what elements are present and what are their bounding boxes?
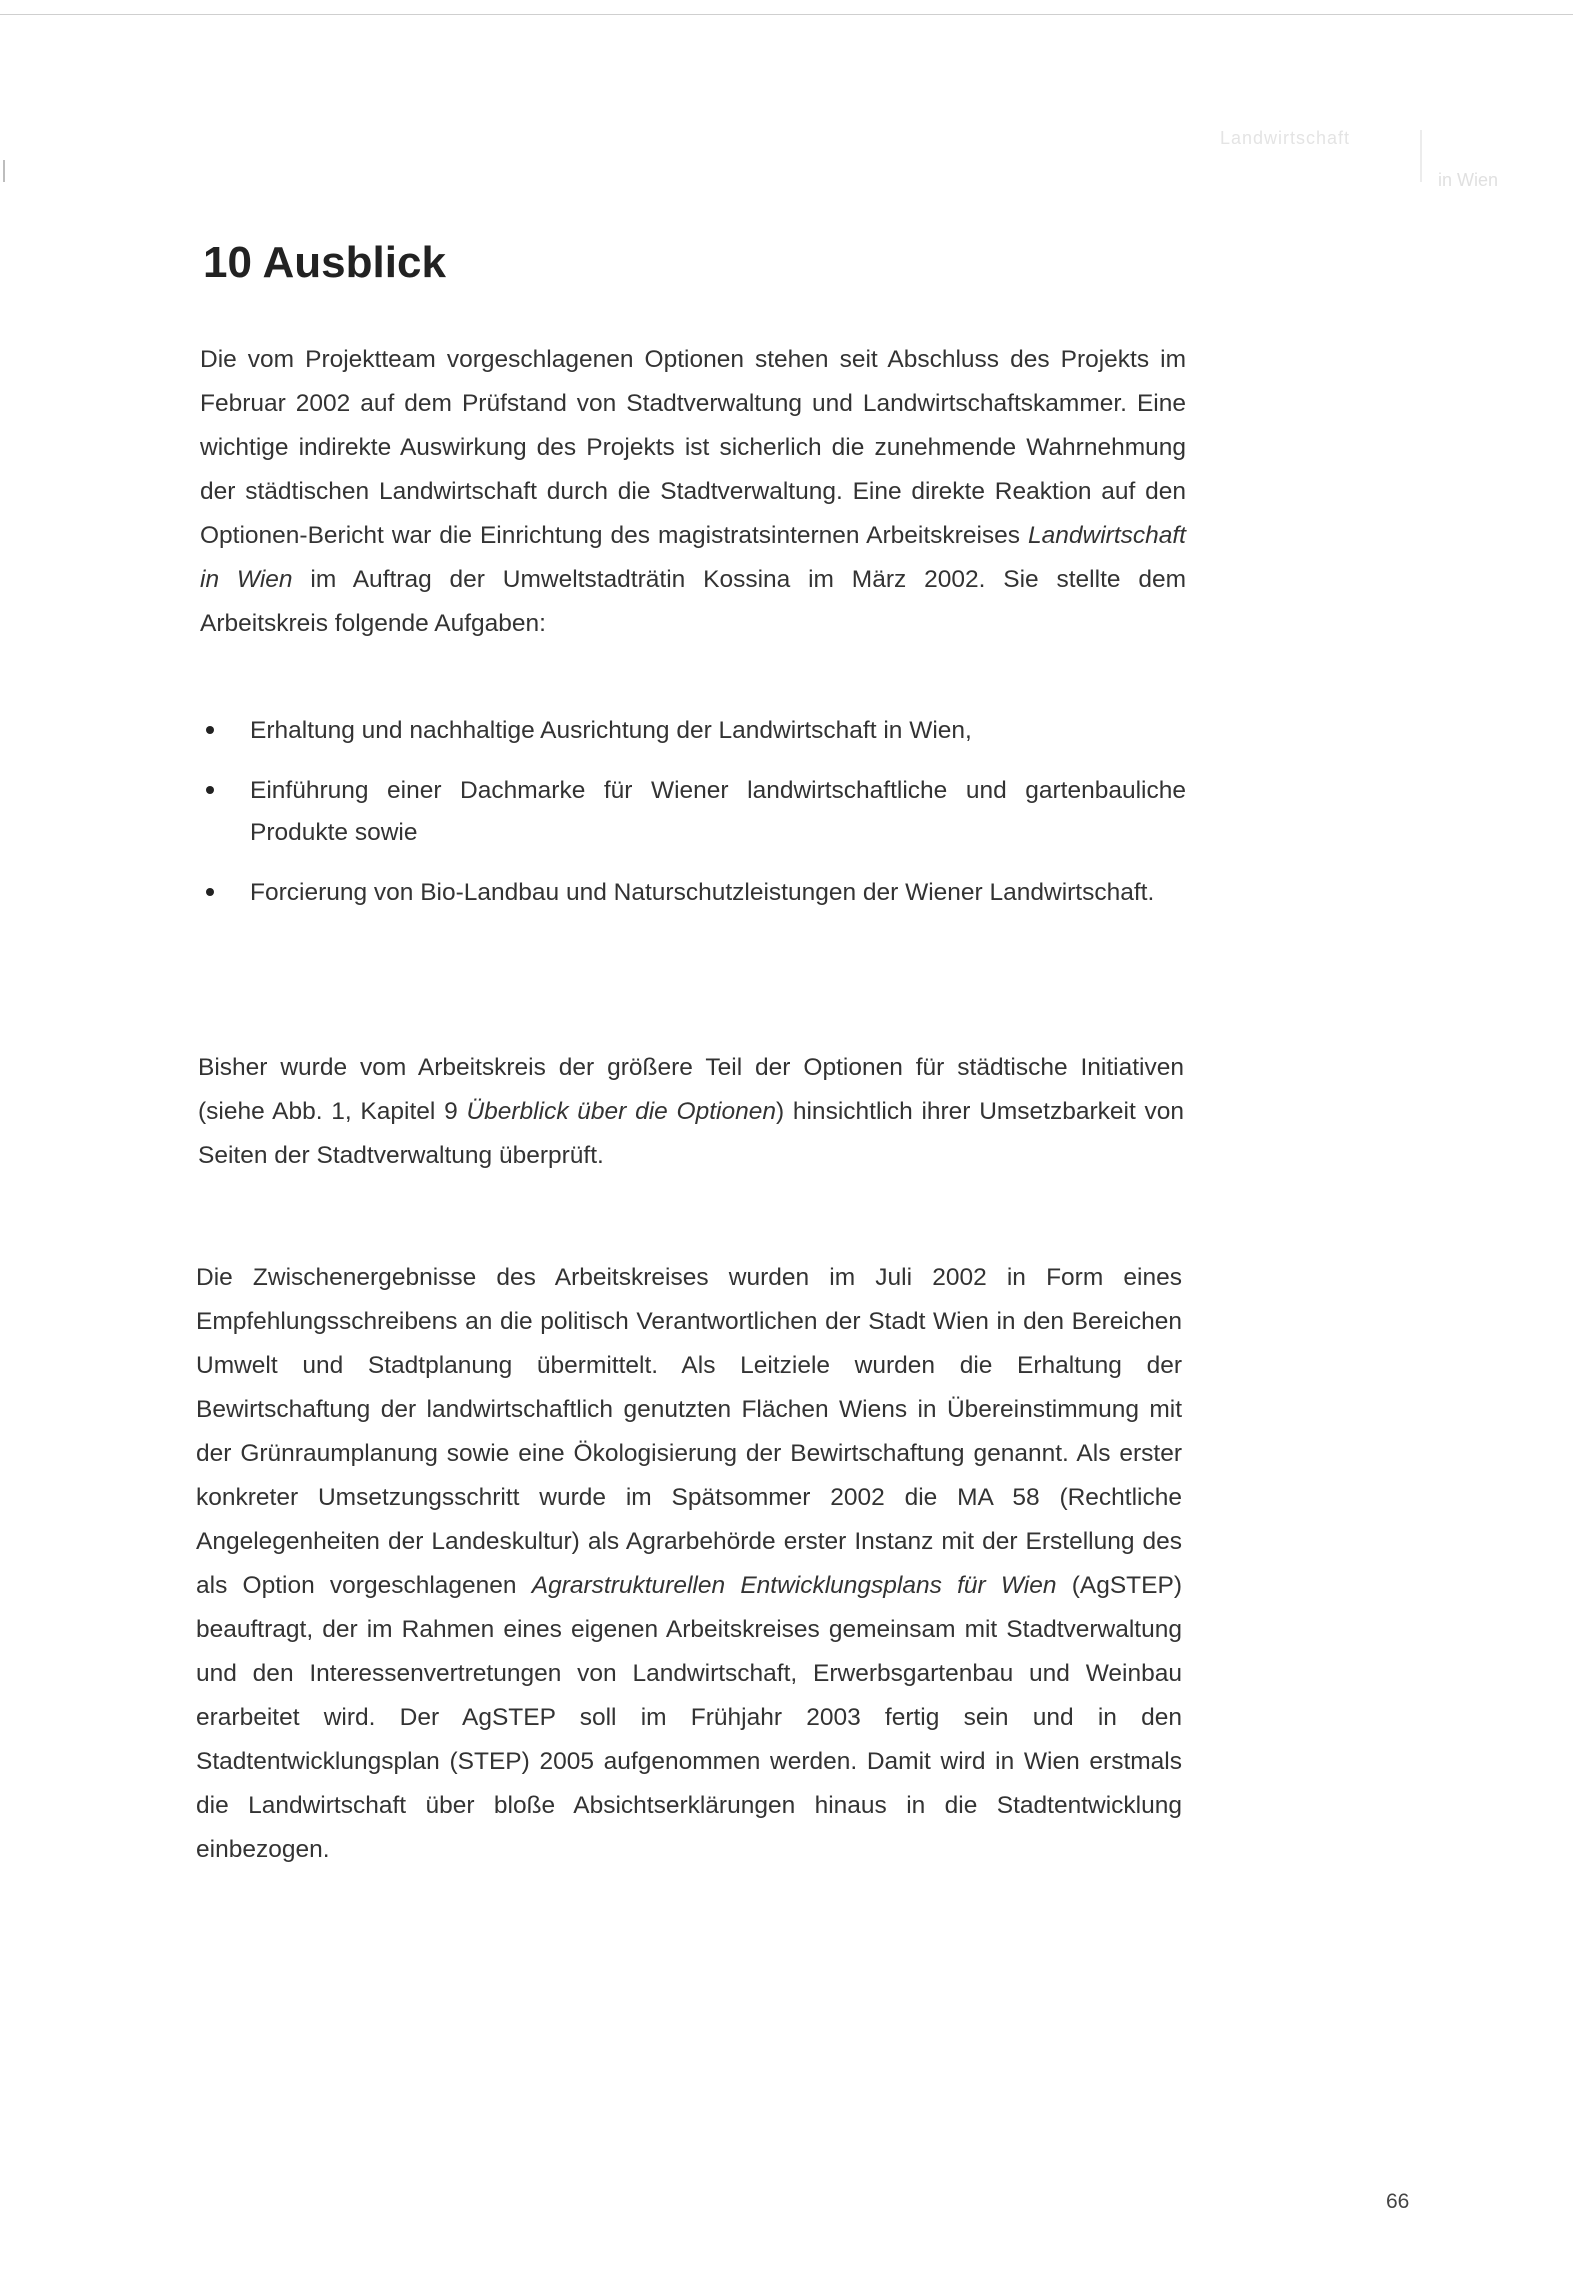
task-list: [200, 710, 1186, 932]
bullet-dot-icon: [206, 888, 214, 896]
chapter-heading: 10 Ausblick: [203, 238, 446, 287]
paragraph-review: [198, 1046, 1184, 1178]
running-header-divider: [1420, 130, 1422, 182]
paragraph-review-text-2: ) hinsichtlich ihrer Umsetzbarkeit von Seiten der Stadtverwaltung überprüft.: [198, 1098, 1185, 1169]
paragraph-intro-italic: Landwirtschaft in Wien: [200, 522, 1186, 593]
paragraph-results: [196, 1256, 1182, 1872]
task-list-item: [200, 710, 1186, 752]
task-list-item-text: Forcierung von Bio-Landbau und Naturschutzleistungen der Wiener Landwirtschaft.: [250, 879, 1155, 906]
bullet-dot-icon: [206, 726, 214, 734]
paragraph-review-text-1: Bisher wurde vom Arbeitskreis der größere Teil der Optionen für städtische Initiativen (siehe Abb. 1, Kapitel 9: [198, 1054, 1184, 1125]
scan-edge-mark: [3, 160, 5, 182]
task-list-item: [200, 872, 1186, 914]
paragraph-results-italic: Agrarstrukturellen Entwicklungsplans für Wien: [531, 1572, 1057, 1599]
running-header-top: Landwirtschaft: [1220, 128, 1351, 148]
paragraph-review-italic: Überblick über die Optionen: [466, 1098, 776, 1125]
task-list-item-text: Erhaltung und nachhaltige Ausrichtung der Landwirtschaft in Wien,: [250, 717, 972, 744]
paragraph-results-text-1: Die Zwischenergebnisse des Arbeitskreises wurden im Juli 2002 in Form eines Empfehlungsschreibens an die politisch Verantwortlichen der Stadt Wien in den Bereichen Umwelt und Stadtplanung übermittelt. Als Leitziele wurden die Erhaltung der Bewirtschaftung der landwirtschaftlich genutzten Flächen Wiens in Übereinstimmung mit der Grünraumplanung sowie eine Ökologisierung der Bewirtschaftung genannt. Als erster konkreter Umsetzungsschritt wurde im Spätsommer 2002 die MA 58 (Rechtliche Angelegenheiten der Landeskultur) als Agrarbehörde erster Instanz mit der Erstellung des als Option vorgeschlagenen: [196, 1264, 1182, 1599]
task-list-item: [200, 770, 1186, 854]
running-header-bottom: in Wien: [1438, 170, 1499, 190]
task-list-item-text: Einführung einer Dachmarke für Wiener landwirtschaftliche und gartenbauliche Produkte sowie: [250, 777, 1186, 846]
paragraph-intro-text-1: Die vom Projektteam vorgeschlagenen Optionen stehen seit Abschluss des Projekts im Februar 2002 auf dem Prüfstand von Stadtverwaltung und Landwirtschaftskammer. Eine wichtige indirekte Auswirkung des Projekts ist sicherlich die zunehmende Wahrnehmung der städtischen Landwirtschaft durch die Stadtverwaltung. Eine direkte Reaktion auf den Optionen-Bericht war die Einrichtung des magistratsinternen Arbeitskreises: [200, 346, 1186, 549]
page-number: 66: [1386, 2190, 1410, 2213]
paragraph-intro: [200, 338, 1186, 646]
paragraph-intro-text-2: im Auftrag der Umweltstadträtin Kossina im März 2002. Sie stellte dem Arbeitskreis folgende Aufgaben:: [200, 566, 1187, 637]
top-rule: [0, 14, 1573, 15]
bullet-dot-icon: [206, 786, 214, 794]
paragraph-results-text-2: (AgSTEP) beauftragt, der im Rahmen eines eigenen Arbeitskreises gemeinsam mit Stadtverwaltung und den Interessenvertretungen von Landwirtschaft, Erwerbsgartenbau und Weinbau erarbeitet wird. Der AgSTEP soll im Frühjahr 2003 fertig sein und in den Stadtentwicklungsplan (STEP) 2005 aufgenommen werden. Damit wird in Wien erstmals die Landwirtschaft über bloße Absichtserklärungen hinaus in die Stadtentwicklung einbezogen.: [196, 1572, 1182, 1863]
